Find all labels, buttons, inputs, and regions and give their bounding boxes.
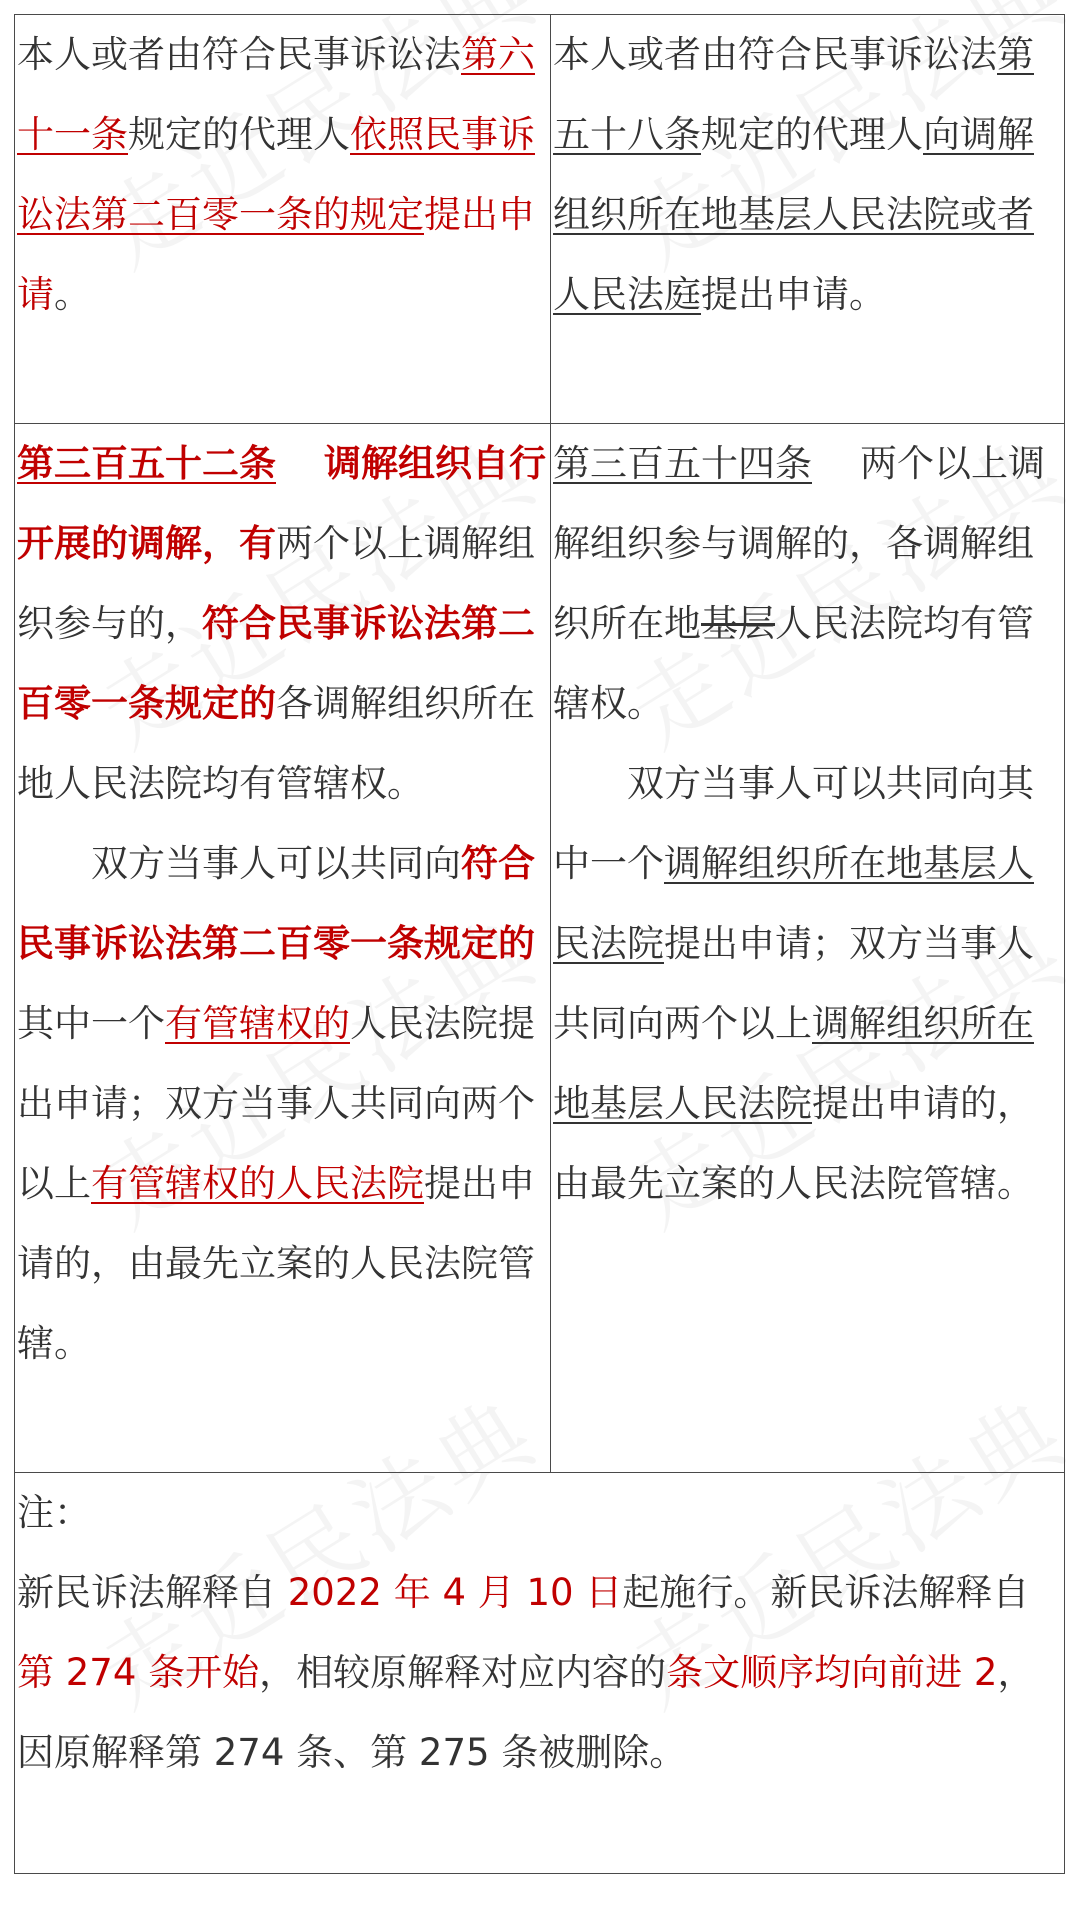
text-run: 提出申请的，由最先立案的人民法院管辖。 [17, 1162, 535, 1365]
table-row [15, 424, 1065, 1473]
new-provision-text [17, 15, 548, 335]
text-run: ，相较原解释对应内容的 [259, 1651, 667, 1694]
text-run: 起施行。新民诉法解释自 [622, 1571, 1030, 1614]
text-run: 提出申请 [17, 193, 535, 316]
text-run: 人民法院提出申请；双方当事人共同向两个以上 [17, 1002, 535, 1205]
table-row [15, 15, 1065, 424]
text-run: 第六十一条 [17, 33, 535, 156]
new-provision-cell [15, 424, 551, 1473]
text-run: 符合民事诉讼法第二百零一条规定的 [17, 602, 535, 725]
old-provision-cell [551, 424, 1065, 1473]
new-article-352-para-2 [17, 824, 548, 1384]
new-provision-cell [15, 15, 551, 424]
old-article-354-para-1 [553, 424, 1062, 744]
text-run: 依照民事诉讼法第二百零一条的规定 [17, 113, 535, 236]
text-run: 第 274 条开始 [17, 1651, 260, 1694]
text-run: 基层 [701, 602, 775, 645]
text-run: 提出申请的，由最先立案的人民法院管辖。 [553, 1082, 1034, 1205]
text-run: 第五十八条 [553, 33, 1034, 156]
text-run: 本人或者由符合民事诉讼法 [553, 33, 997, 76]
text-run: 调解组织所在地基层人民法院 [553, 842, 1034, 965]
text-run: 双方当事人可以共同向其中一个 [553, 762, 1034, 885]
text-run: 双方当事人可以共同向 [91, 842, 461, 885]
text-run: 新民诉法解释自 [17, 1571, 288, 1614]
text-run: 提出申请。 [701, 273, 886, 316]
text-run: ，因原解释第 274 条、第 275 条被删除。 [17, 1651, 1035, 1774]
text-run: 有管辖权的人民法院 [91, 1162, 424, 1205]
old-provision-cell [551, 15, 1065, 424]
text-run: 规定的代理人 [128, 113, 350, 156]
note-label: 注： [17, 1491, 91, 1534]
text-run: 两个以上调解组织参与调解的，各调解组织所在地 [553, 442, 1045, 645]
note-text [17, 1553, 1062, 1793]
comparison-table [14, 14, 1065, 1874]
text-run: 向调解组织所在地基层人民法院或者人民法庭 [553, 113, 1034, 316]
text-run: 有管辖权的 [165, 1002, 350, 1045]
old-provision-text [553, 15, 1062, 335]
text-run: 第三百五十四条 [553, 442, 812, 485]
text-run: 各调解组织所在地人民法院均有管辖权。 [17, 682, 535, 805]
text-run: 本人或者由符合民事诉讼法 [17, 33, 461, 76]
text-run: 。 [54, 273, 91, 316]
text-run: 其中一个 [17, 1002, 165, 1045]
new-article-352-para-1 [17, 424, 548, 824]
text-run: 提出申请；双方当事人共同向两个以上 [553, 922, 1034, 1045]
note-cell [15, 1473, 1065, 1874]
text-run: 两个以上调解组织参与的， [17, 522, 535, 645]
text-run: 第三百五十二条 [17, 442, 276, 485]
text-run: 符合民事诉讼法第二百零一条规定的 [17, 842, 535, 965]
old-article-354-para-2 [553, 744, 1062, 1224]
text-run: 调解组织所在地基层人民法院 [553, 1002, 1034, 1125]
text-run: 2022 年 4 月 10 日 [287, 1571, 623, 1614]
table-row [15, 1473, 1065, 1874]
text-run: 规定的代理人 [701, 113, 923, 156]
text-run: 条文顺序均向前进 2 [666, 1651, 998, 1694]
text-run: 人民法院均有管辖权。 [553, 602, 1034, 725]
text-run: 调解组织自行开展的调解，有 [17, 442, 546, 565]
